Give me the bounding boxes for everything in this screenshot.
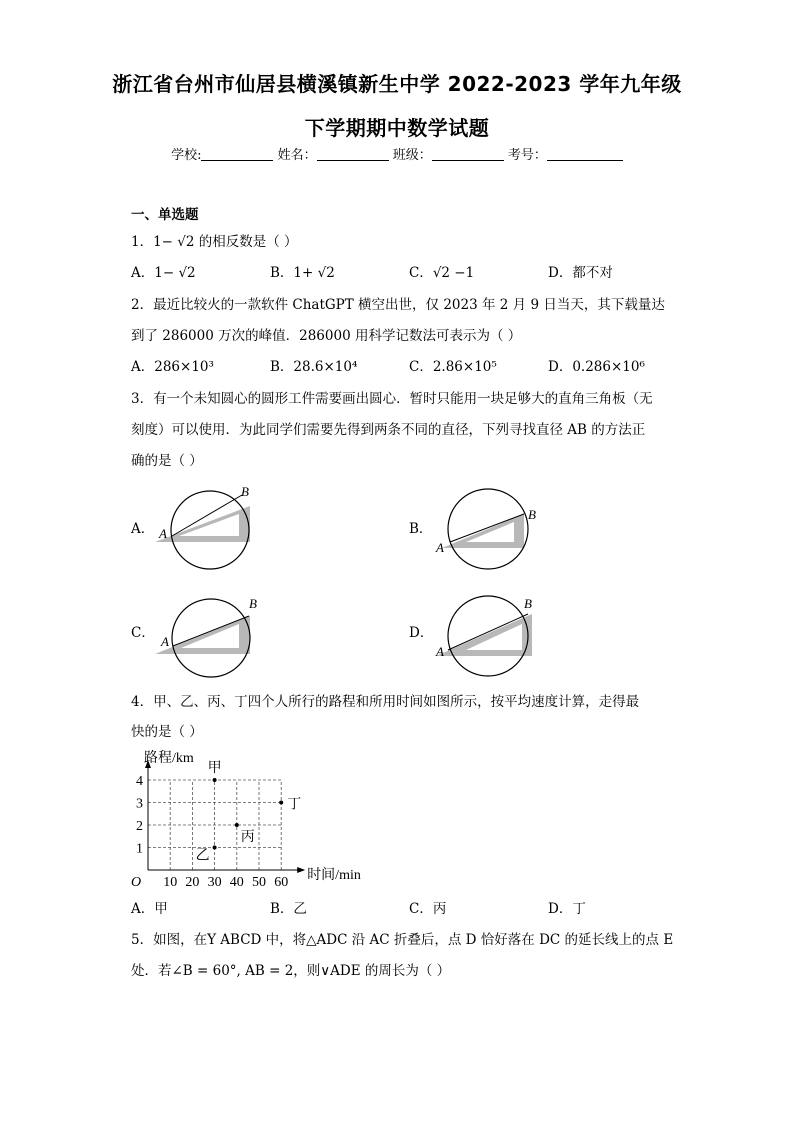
x-tick-label: 10: [163, 875, 178, 890]
y-tick-label: 1: [136, 841, 143, 857]
q3-option-a[interactable]: A．: [131, 521, 155, 537]
point-a-label: A: [161, 634, 169, 649]
q3-figure-c: [155, 592, 265, 682]
number-blank[interactable]: [547, 146, 623, 161]
data-point: [235, 823, 239, 827]
point-b-label: B: [524, 596, 532, 611]
q3-option-d[interactable]: D．: [409, 625, 434, 641]
school-label: 学校:: [171, 148, 202, 163]
q5-line2: 处．若∠B = 60°, AB = 2，则∨ADE 的周长为（ ）: [131, 963, 451, 979]
q4-option-c[interactable]: C．丙: [409, 901, 447, 917]
x-axis-arrow: [297, 867, 305, 873]
q3-line1: 3．有一个未知圆心的圆形工件需要画出圆心．暂时只能用一块足够大的直角三角板（无: [131, 391, 653, 407]
section-heading: 一、单选题: [131, 207, 199, 223]
student-info-row: [0, 144, 794, 163]
data-point-label: 乙: [195, 847, 210, 864]
q2-option-b[interactable]: B．28.6×10⁴: [270, 359, 358, 375]
name-label: 姓名：: [277, 148, 317, 163]
exam-title-line1: 浙江省台州市仙居县横溪镇新生中学 2022-2023 学年九年级: [112, 72, 682, 96]
data-point: [213, 778, 217, 782]
q4-line1: 4．甲、乙、丙、丁四个人所行的路程和所用时间如图所示，按平均速度计算，走得最: [131, 694, 640, 710]
class-label: 班级：: [392, 148, 432, 163]
data-point-label: 丙: [240, 829, 255, 845]
q1-option-b[interactable]: B．1+ √2: [270, 265, 335, 281]
q4-option-a[interactable]: A．甲: [131, 901, 168, 917]
class-blank[interactable]: [432, 146, 504, 161]
x-tick-label: 60: [274, 875, 289, 890]
q3-figure-a: [155, 486, 265, 576]
y-tick-label: 2: [136, 819, 143, 834]
q1-stem: 1．1− √2 的相反数是（ ）: [131, 234, 298, 250]
q2-line1: 2．最近比较火的一款软件 ChatGPT 横空出世，仅 2023 年 2 月 9 日当天，其下载量达: [131, 297, 665, 313]
q2-option-c[interactable]: C．2.86×10⁵: [409, 359, 497, 375]
point-a-label: A: [159, 526, 167, 541]
point-b-label: B: [528, 507, 536, 522]
x-tick-label: 30: [207, 875, 222, 890]
exam-title-line2: 下学期期中数学试题: [304, 116, 490, 140]
q1-option-d[interactable]: D．都不对: [548, 265, 613, 281]
point-a-label: A: [436, 540, 444, 555]
point-b-label: B: [241, 486, 249, 499]
x-tick-label: 20: [185, 875, 200, 890]
x-axis-label: 时间/min: [307, 868, 361, 883]
q2-option-d[interactable]: D．0.286×10⁶: [548, 359, 645, 375]
q3-line3: 确的是（ ）: [131, 453, 203, 469]
data-point: [279, 801, 283, 805]
q3-line2: 刻度）可以使用．为此同学们需要先得到两条不同的直径，下列寻找直径 AB 的方法正: [131, 422, 646, 438]
point-b-label: B: [249, 596, 257, 611]
q2-option-a[interactable]: A．286×10³: [131, 359, 214, 375]
q4-scatter-chart: [128, 746, 378, 894]
school-blank[interactable]: [201, 146, 273, 161]
origin-label: O: [130, 875, 142, 890]
q3-figure-b: [430, 484, 550, 574]
q4-option-d[interactable]: D．丁: [548, 901, 586, 917]
q1-option-a[interactable]: A．1− √2: [131, 265, 196, 281]
x-tick-label: 40: [229, 875, 244, 890]
y-axis-label: 路程/km: [144, 751, 194, 766]
q2-line2: 到了 286000 万次的峰值．286000 用科学记数法可表示为（ ）: [131, 328, 522, 344]
name-blank[interactable]: [317, 146, 389, 161]
q3-figure-d: [432, 590, 552, 680]
q3-option-b[interactable]: B．: [409, 521, 433, 537]
number-label: 考号：: [507, 148, 547, 163]
q3-option-c[interactable]: C．: [131, 625, 155, 641]
q4-option-b[interactable]: B．乙: [270, 901, 307, 917]
data-point-label: 甲: [207, 760, 222, 776]
q4-line2: 快的是（ ）: [131, 724, 203, 740]
q1-option-c[interactable]: C．√2 −1: [409, 265, 475, 281]
y-tick-label: 3: [136, 796, 143, 812]
x-tick-label: 50: [252, 875, 266, 890]
data-point: [213, 846, 217, 850]
y-tick-label: 4: [136, 774, 143, 789]
point-a-label: A: [436, 644, 444, 659]
data-point-label: 丁: [287, 796, 302, 813]
q5-line1: 5．如图，在Y ABCD 中，将△ADC 沿 AC 折叠后，点 D 恰好落在 DC 的延长线上的点 E: [131, 932, 674, 948]
